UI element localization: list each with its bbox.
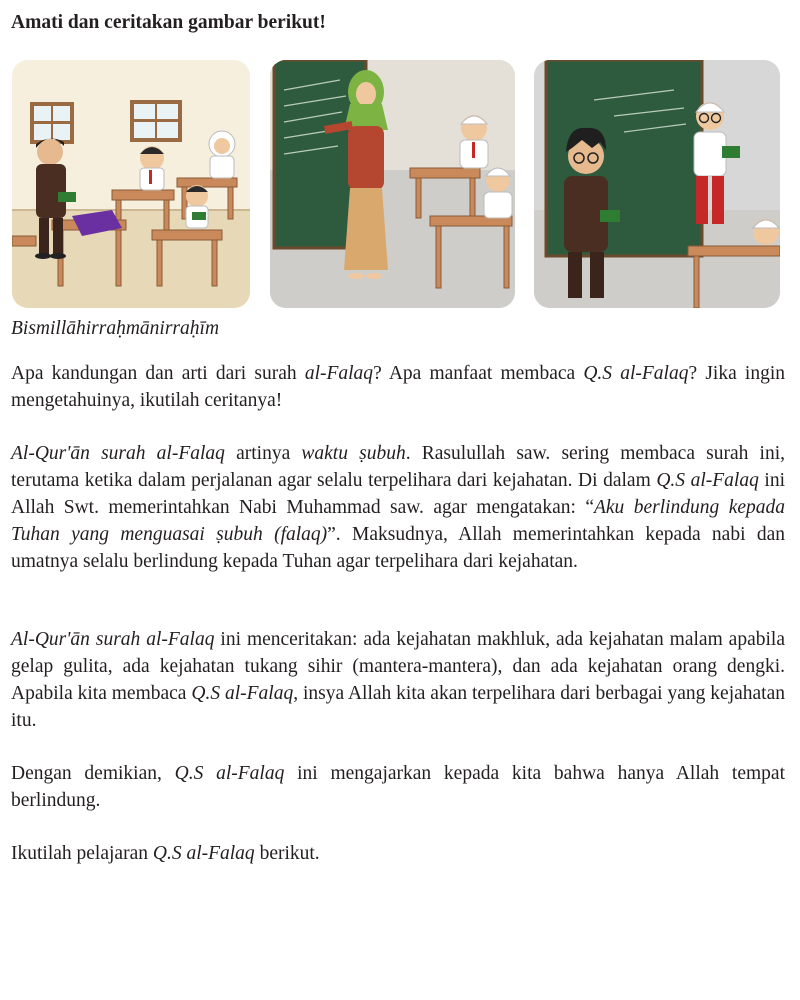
text-italic: Q.S al-Falaq — [152, 843, 255, 864]
paragraph-conclusion — [11, 760, 785, 814]
student-peci-1 — [460, 115, 488, 168]
illustration-students-reading-quran — [534, 60, 780, 308]
paragraph-content — [11, 626, 785, 734]
text-italic: Aku berlindung kepada Tuhan yang menguasai ṣubuh (falaq) — [11, 497, 785, 545]
text: . Rasulullah saw. sering membaca surah ini, terutama ketika dalam perjalanan agar selalu terpelihara dari kejahatan. Di dalam — [11, 443, 785, 491]
text: , insya Allah kita akan terpelihara dari berbagai yang kejahatan itu. — [11, 683, 785, 731]
text: Ikutilah pelajaran — [11, 843, 153, 864]
text-italic: al-Falaq — [304, 363, 374, 384]
text: ini Allah Swt. memerintahkan Nabi Muhammad saw. agar mengatakan: “ — [11, 470, 785, 518]
text: ini menceritakan: ada kejahatan makhluk, ada kejahatan malam apabila gelap gulita, ada kejahatan tukang sihir (mantera-mantera), dan ada kejahatan orang dengki. Apabila kita membaca — [11, 629, 785, 704]
text: artinya — [224, 443, 302, 464]
text-italic: Q.S al-Falaq — [656, 470, 759, 491]
teacher-at-blackboard-image — [270, 60, 515, 308]
paragraph-meaning — [11, 440, 785, 575]
illustration-teacher-at-blackboard — [270, 60, 515, 308]
paragraph-next — [11, 840, 785, 867]
illustration-row — [12, 60, 780, 308]
window-left — [30, 102, 74, 144]
classroom-students-reading-image — [12, 60, 250, 308]
basmalah: Bismillāhirraḥmānirraḥīm — [11, 318, 220, 339]
text: Apa kandungan dan arti dari surah — [11, 363, 305, 384]
student-peci-2 — [484, 168, 512, 218]
text: berikut. — [254, 843, 320, 864]
student-back-1 — [140, 146, 164, 190]
text-italic: Al-Qur'ān surah al-Falaq — [11, 443, 225, 464]
text: ”. Maksudnya, Allah memerintahkan kepada nabi dan umatnya selalu berlindung kepada Tuhan agar terpelihara dari kejahatan. — [11, 524, 785, 572]
text-italic: Q.S al-Falaq — [174, 763, 285, 784]
text-italic: Al-Qur'ān surah al-Falaq — [11, 629, 215, 650]
text: ini mengajarkan kepada kita bahwa hanya Allah tempat berlindung. — [11, 763, 785, 811]
text-italic: Q.S al-Falaq — [583, 363, 689, 384]
text: ? Apa manfaat membaca — [373, 363, 584, 384]
illustration-classroom-students-reading — [12, 60, 250, 308]
student-front — [186, 185, 208, 228]
text-italic: waktu ṣubuh — [301, 443, 406, 464]
page-heading: Amati dan ceritakan gambar berikut! — [11, 12, 326, 33]
text: Dengan demikian, — [11, 763, 175, 784]
window-right — [130, 100, 182, 142]
paragraph-intro — [11, 360, 785, 414]
text: ? Jika ingin mengetahuinya, ikutilah ceritanya! — [11, 363, 785, 411]
students-reading-quran-image — [534, 60, 780, 308]
student-seated — [753, 219, 779, 245]
text-italic: Q.S al-Falaq — [191, 683, 294, 704]
